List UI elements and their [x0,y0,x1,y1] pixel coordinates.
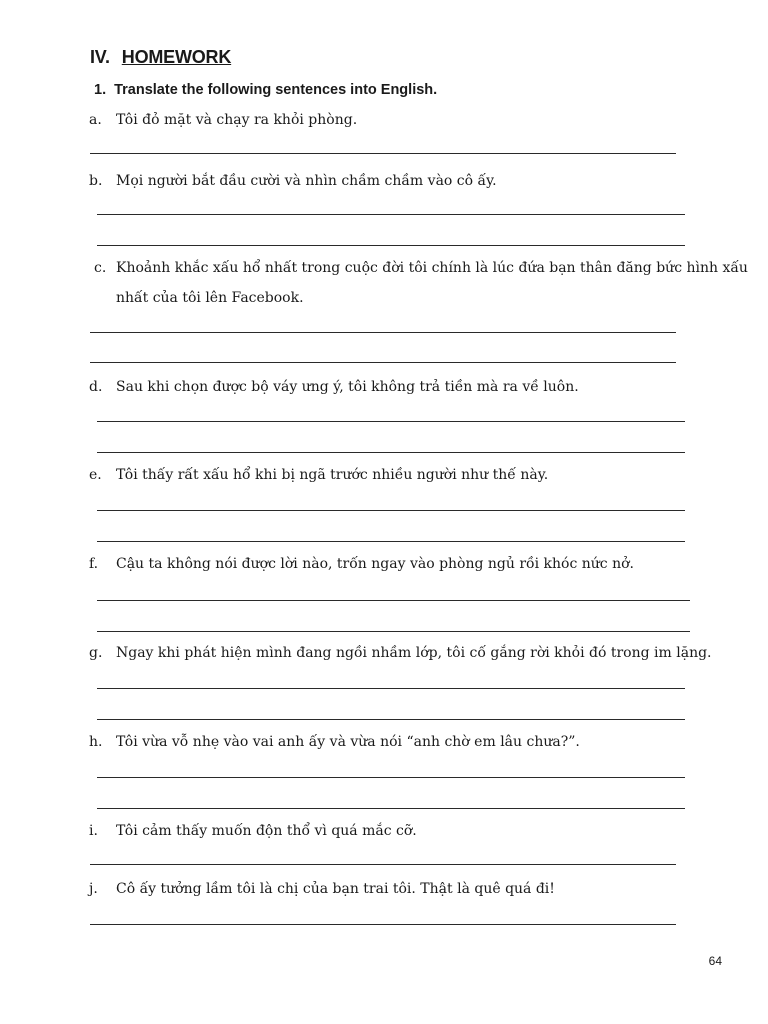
page-number: 64 [708,954,722,968]
exercise-instruction [94,82,437,98]
question-text: Tôi đỏ mặt và chạy ra khỏi phòng. [116,112,358,128]
answer-line[interactable] [90,362,676,363]
answer-line[interactable] [90,153,676,154]
section-heading [90,47,231,68]
answer-line[interactable] [97,245,685,246]
question-text: Khoảnh khắc xấu hổ nhất trong cuộc đời tôi chính là lúc đứa bạn thân đăng bức hình xấu [116,260,748,276]
question-text: Mọi người bắt đầu cười và nhìn chầm chầm vào cô ấy. [116,173,497,189]
question-marker: j. [89,881,98,897]
answer-line[interactable] [90,332,676,333]
answer-line[interactable] [97,777,685,778]
question-text: Ngay khi phát hiện mình đang ngồi nhầm lớp, tôi cố gắng rời khỏi đó trong im lặng. [116,645,712,661]
answer-line[interactable] [97,541,685,542]
question-text: Cậu ta không nói được lời nào, trốn ngay vào phòng ngủ rồi khóc nức nở. [116,556,634,572]
answer-line[interactable] [97,719,685,720]
question-marker: h. [89,734,103,750]
answer-line[interactable] [90,864,676,865]
answer-line[interactable] [97,631,690,632]
question-text: Tôi thấy rất xấu hổ khi bị ngã trước nhiều người như thế này. [116,467,549,483]
question-text-continued [116,283,304,313]
question-marker: i. [89,823,98,839]
question-marker: a. [89,112,102,128]
answer-line[interactable] [97,214,685,215]
answer-line[interactable] [97,510,685,511]
answer-line[interactable] [97,452,685,453]
question-marker: f. [89,556,99,572]
question-text: Tôi cảm thấy muốn độn thổ vì quá mắc cỡ. [116,823,417,839]
question-marker: d. [89,379,103,395]
section-number: IV. [90,47,110,67]
question-marker: c. [94,260,107,276]
section-title: HOMEWORK [121,47,232,67]
exercise-number: 1. [94,82,107,98]
answer-line[interactable] [97,808,685,809]
answer-line[interactable] [97,688,685,689]
answer-line[interactable] [90,924,676,925]
question-text: Tôi vừa vỗ nhẹ vào vai anh ấy và vừa nói “anh chờ em lâu chưa?”. [116,734,580,750]
question-marker: b. [89,173,103,189]
exercise-instruction-text: Translate the following sentences into English. [114,82,438,98]
answer-line[interactable] [97,421,685,422]
answer-line[interactable] [97,600,690,601]
question-text: Cô ấy tưởng lầm tôi là chị của bạn trai tôi. Thật là quê quá đi! [116,881,555,897]
question-marker: e. [89,467,102,483]
question-text: Sau khi chọn được bộ váy ưng ý, tôi không trả tiền mà ra về luôn. [116,379,579,395]
question-marker: g. [89,645,103,661]
question-text: nhất của tôi lên Facebook. [116,290,304,306]
